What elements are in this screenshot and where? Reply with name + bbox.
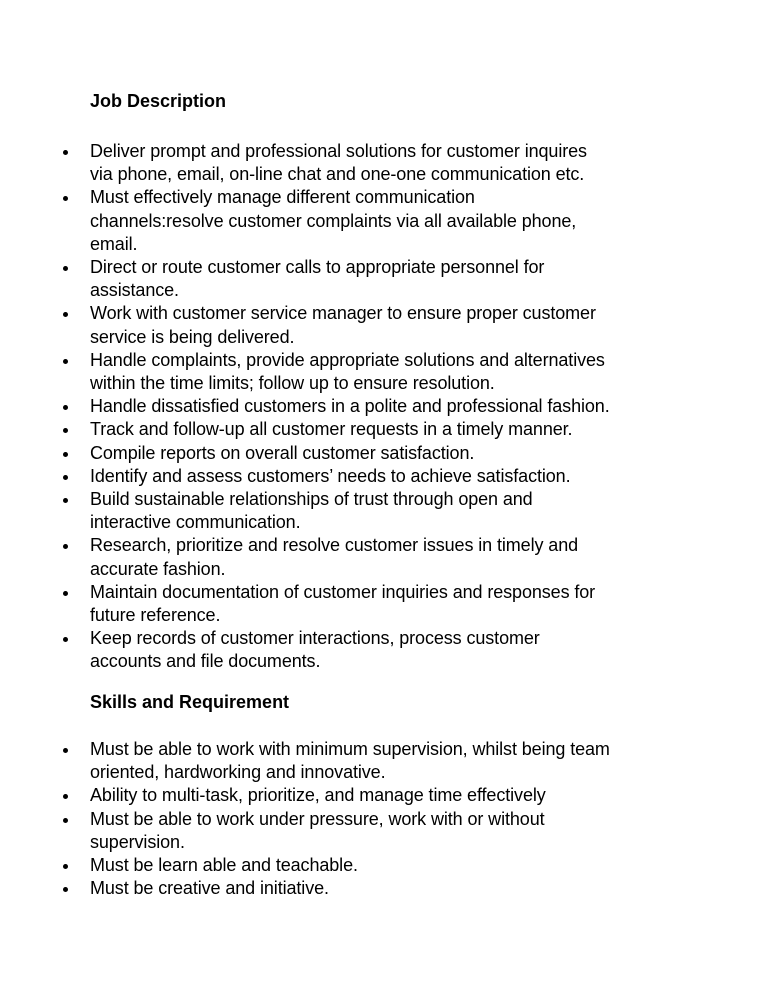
list-item [0,186,700,256]
skills-requirement-list [0,738,700,900]
list-item-text: Identify and assess customers’ needs to achieve satisfaction. [90,465,571,486]
list-item-text: Compile reports on overall customer satisfaction. [90,442,475,463]
list-item [0,395,700,418]
list-item [0,581,700,627]
bullet-icon [63,312,68,317]
list-item-text: channels:resolve customer complaints via all available phone, [90,210,577,231]
list-item [0,418,700,441]
list-item-text: Build sustainable relationships of trust through open and [90,489,533,510]
list-item [0,627,700,673]
bullet-icon [63,359,68,364]
bullet-icon [63,864,68,869]
bullet-icon [63,544,68,549]
list-item-text: via phone, email, on-line chat and one-one communication etc. [90,164,585,185]
list-item-text: Must be creative and initiative. [90,878,329,899]
list-item [0,302,700,348]
list-item-text: service is being delivered. [90,326,295,347]
list-item [0,349,700,395]
list-item-text: accounts and file documents. [90,651,321,672]
bullet-icon [63,591,68,596]
list-item-text: assistance. [90,280,179,301]
list-item-text: Ability to multi-task, prioritize, and manage time effectively [90,785,546,806]
bullet-icon [63,498,68,503]
list-item [0,877,700,900]
skills-requirement-heading: Skills and Requirement [90,692,290,712]
bullet-icon [63,794,68,799]
bullet-icon [63,405,68,410]
list-item [0,534,700,580]
list-item [0,465,700,488]
list-item-text: interactive communication. [90,512,301,533]
list-item-text: Handle complaints, provide appropriate solutions and alternatives [90,349,605,370]
list-item [0,488,700,534]
list-item-text: Keep records of customer interactions, process customer [90,628,540,649]
list-item [0,256,700,302]
bullet-icon [63,637,68,642]
list-item [0,854,700,877]
bullet-icon [63,150,68,155]
list-item-text: accurate fashion. [90,558,226,579]
bullet-icon [63,887,68,892]
list-item [0,738,700,784]
list-item-text: within the time limits; follow up to ensure resolution. [90,373,495,394]
list-item-text: Must effectively manage different communication [90,187,475,208]
bullet-icon [63,818,68,823]
list-item-text: Must be able to work under pressure, work with or without [90,808,545,829]
list-item-text: Work with customer service manager to ensure proper customer [90,303,596,324]
list-item-text: email. [90,233,138,254]
bullet-icon [63,266,68,271]
list-item-text: Deliver prompt and professional solutions for customer inquires [90,141,587,161]
list-item-text: oriented, hardworking and innovative. [90,762,386,783]
bullet-icon [63,748,68,753]
list-item [0,808,700,854]
list-item [0,442,700,465]
job-description-heading: Job Description [90,91,227,111]
bullet-icon [63,475,68,480]
list-item-text: Handle dissatisfied customers in a polite and professional fashion. [90,396,610,417]
bullet-icon [63,428,68,433]
list-item-text: Track and follow-up all customer requests in a timely manner. [90,419,573,440]
list-item-text: Maintain documentation of customer inquiries and responses for [90,581,596,602]
list-item-text: Direct or route customer calls to appropriate personnel for [90,257,545,278]
list-item-text: Must be learn able and teachable. [90,855,358,876]
list-item-text: future reference. [90,605,221,626]
bullet-icon [63,452,68,457]
bullet-icon [63,196,68,201]
list-item [0,140,700,186]
list-item [0,784,700,807]
list-item-text: Must be able to work with minimum supervision, whilst being team [90,739,610,759]
list-item-text: Research, prioritize and resolve customer issues in timely and [90,535,579,556]
job-description-list [0,140,700,674]
list-item-text: supervision. [90,831,185,852]
